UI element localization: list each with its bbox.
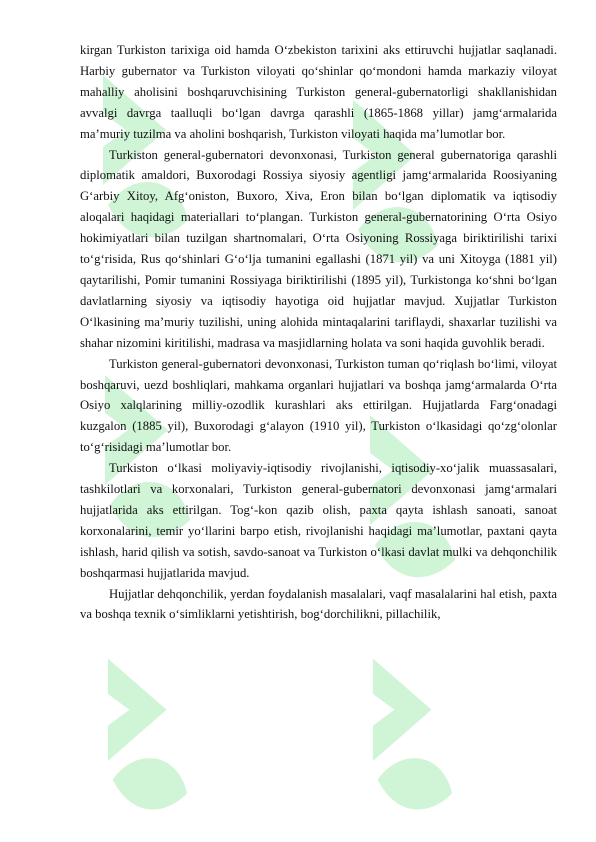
paragraph: Hujjatlar dehqonchilik, yerdan foydalanish masalalari, vaqf masalalarini hal etish, paxta va boshqa texnik o‘simliklarni yetishtirish, bog‘dorchilikni, pillachilik,	[80, 586, 557, 622]
paragraph: Turkiston general-gubernatori devonxonasi, Turkiston general gubernatoriga qarashli diplomatik amaldori, Buxorodagi Rossiya siyosiy agentligi jamg‘armalarida Roosiyaning G‘arbiy Xitoy, Afg‘oniston, Buxoro, Xiva, Eron bilan bo‘lgan diplomatik va iqtisodiy aloqalari haqidagi materiallari to‘plangan. Turkiston general-gubernatorining O‘rta Osiyo hokimiyatlari bilan tuzilgan shartnomalari, O‘rta Osiyoning Rossiyaga biriktirilishi tarixi to‘g‘risida, Rus qo‘shinlari G‘o‘lja tumanini egallashi (1871 yil) va uni Xitoyga (1881 yil) qaytarilishi, Pomir tumanini Rossiyaga biriktirilishi (1895 yil), Turkistonga ko‘shni bo‘lgan davlatlarning siyosiy va iqtisodiy hayotiga oid hujjatlar mavjud. Xujjatlar Turkiston O‘lkasining ma’muriy tuzilishi, uning alohida mintaqalarini tariflaydi, shaxarlar tuzilishi va shahar nizomini kiritilishi, madrasa va masjidlarning holata va soni haqida guvohlik beradi.	[80, 147, 557, 350]
leaf-watermark-icon	[90, 640, 205, 840]
document-body	[80, 40, 557, 625]
paragraph: kirgan Turkiston tarixiga oid hamda O‘zbekiston tarixini aks ettiruvchi hujjatlar saqlanadi. Harbiy gubernator va Turkiston viloyati qo‘shinlar qo‘mondoni hamda markaziy viloyat mahalliy aholisini boshqaruvchisining Turkiston general-gubernatorligi shakllanishidan avvalgi davrga taalluqli bo‘lgan davrga qarashli (1865-1868 yillar) jamg‘armalarida ma’muriy tuzilma va aholini boshqarish, Turkiston viloyati haqida ma’lumotlar bor.	[80, 43, 557, 141]
paragraph: Turkiston general-gubernatori devonxonasi, Turkiston tuman qo‘riqlash bo‘limi, viloyat boshqaruvi, uezd boshliqlari, mahkama organlari hujjatlari va boshqa jamg‘armalarda O‘rta Osiyo xalqlarining milliy-ozodlik kurashlari aks ettirilgan. Hujjatlarda Farg‘onadagi kuzgalon (1885 yil), Buxorodagi g‘alayon (1910 yil), Turkiston o‘lkasidagi qo‘zg‘olonlar to‘g‘risidagi ma’lumotlar bor.	[80, 356, 557, 455]
leaf-watermark-icon	[355, 640, 470, 840]
paragraph: Turkiston o‘lkasi moliyaviy-iqtisodiy rivojlanishi, iqtisodiy-xo‘jalik muassasalari, tashkilotlari va korxonalari, Turkiston general-gubernatori devonxonasi jamg‘armalari hujjatlarida aks ettirilgan. Tog‘-kon qazib olish, paxta qayta ishlash sanoati, sanoat korxonalarini, temir yo‘llarini barpo etish, rivojlanishi haqidagi ma’lumotlar, paxtani qayta ishlash, harid qilish va sotish, savdo-sanoat va Turkiston o‘lkasi davlat mulki va dehqonchilik boshqarmasi hujjatlarida mavjud.	[80, 461, 557, 580]
